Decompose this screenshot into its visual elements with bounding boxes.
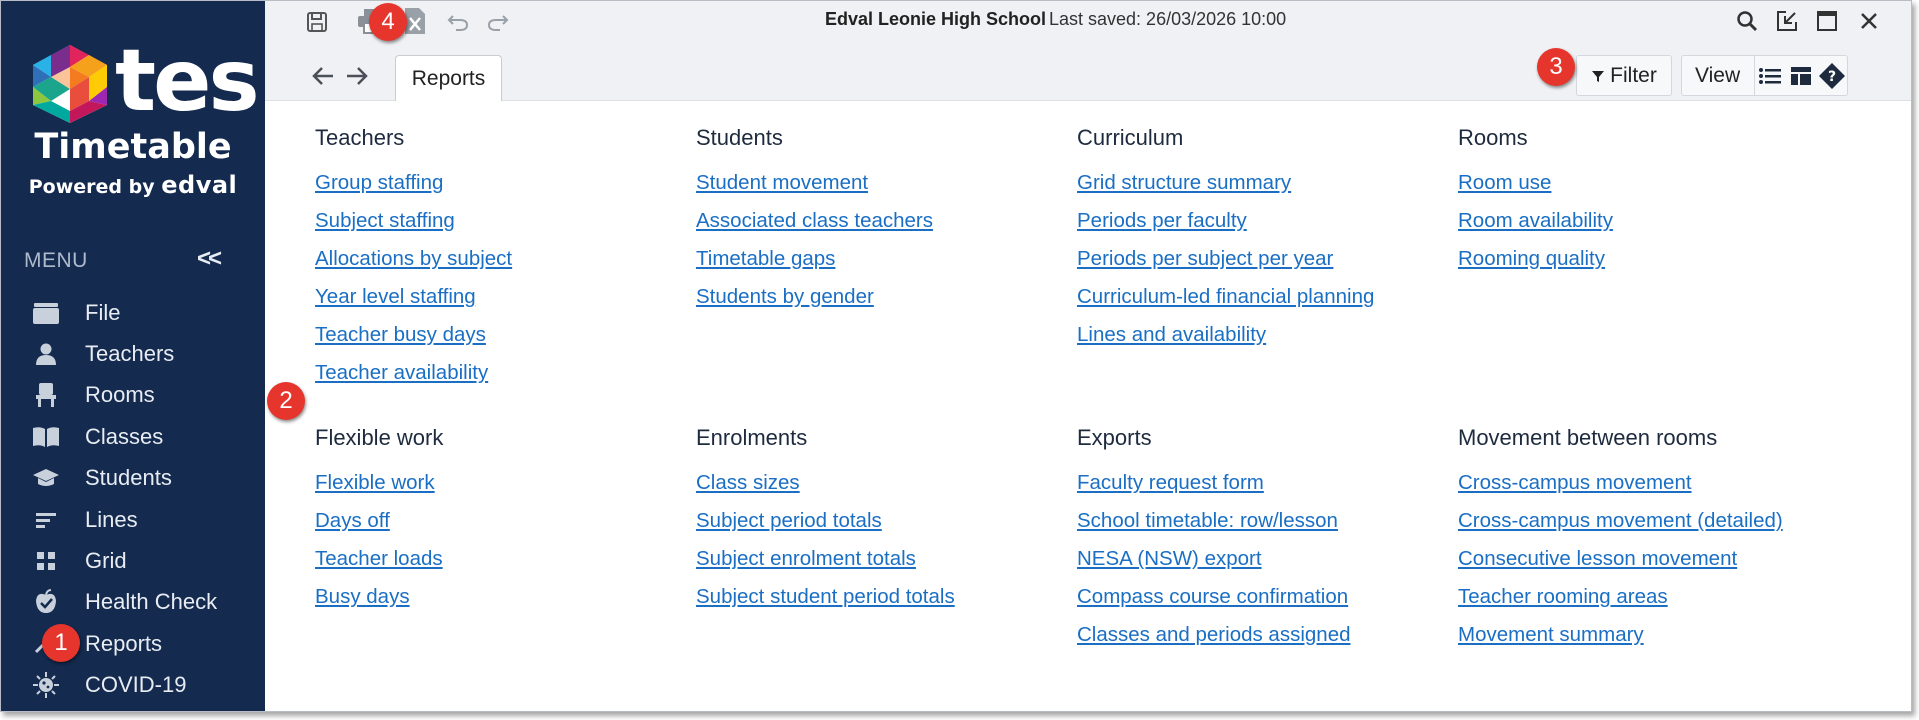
- person-icon: [31, 340, 61, 368]
- sidebar-item-lines[interactable]: [1, 499, 265, 540]
- report-link[interactable]: Subject period totals: [696, 509, 882, 532]
- filter-label: Filter: [1610, 63, 1657, 87]
- powered-by: [1, 171, 265, 199]
- list-view-icon[interactable]: [1755, 56, 1786, 95]
- callout-1: 1: [42, 624, 80, 662]
- filter-button[interactable]: [1576, 55, 1672, 96]
- section-title: Movement between rooms: [1458, 425, 1718, 450]
- forward-arrow-icon[interactable]: [345, 63, 369, 94]
- sidebar-item-label: Lines: [85, 506, 138, 532]
- lines-icon: [31, 506, 61, 534]
- report-link[interactable]: Subject enrolment totals: [696, 547, 916, 570]
- report-link[interactable]: Year level staffing: [315, 285, 476, 308]
- section-title: Flexible work: [315, 425, 444, 450]
- callout-4: 4: [369, 3, 407, 41]
- report-link[interactable]: Subject staffing: [315, 209, 455, 232]
- section-students: [696, 125, 1076, 316]
- book-icon: [31, 423, 61, 451]
- import-icon[interactable]: [1773, 7, 1801, 35]
- sidebar-item-label: Health Check: [85, 589, 218, 615]
- report-link[interactable]: Compass course confirmation: [1077, 585, 1349, 608]
- sidebar-item-label: Rooms: [85, 382, 155, 408]
- report-link[interactable]: Students by gender: [696, 285, 874, 308]
- virus-icon: [31, 671, 61, 699]
- sidebar-menu: [1, 292, 265, 706]
- report-link[interactable]: School timetable: row/lesson: [1077, 509, 1338, 532]
- report-link[interactable]: Student movement: [696, 171, 869, 194]
- callout-2: 2: [267, 382, 305, 420]
- tes-cube-logo-icon: [29, 43, 111, 125]
- report-link[interactable]: Busy days: [315, 585, 410, 608]
- report-link[interactable]: Movement summary: [1458, 623, 1644, 646]
- top-toolbar: [265, 1, 1911, 101]
- sidebar-item-grid[interactable]: [1, 540, 265, 581]
- report-link[interactable]: Flexible work: [315, 471, 435, 494]
- sidebar-item-health-check[interactable]: [1, 582, 265, 623]
- graduation-cap-icon: [31, 464, 61, 492]
- tes-logo: [29, 31, 257, 131]
- report-link[interactable]: Room availability: [1458, 209, 1613, 232]
- report-link[interactable]: Group staffing: [315, 171, 444, 194]
- sidebar-item-label: Reports: [85, 630, 163, 656]
- section-enrolments: [696, 425, 1076, 616]
- sidebar-item-covid[interactable]: [1, 665, 265, 706]
- sidebar: [1, 1, 265, 712]
- collapse-sidebar-button[interactable]: <<: [197, 245, 220, 272]
- layout-view-icon[interactable]: [1786, 56, 1817, 95]
- reports-content: [265, 101, 1911, 711]
- report-link[interactable]: Class sizes: [696, 471, 800, 494]
- sidebar-item-label: COVID-19: [85, 672, 187, 698]
- sidebar-item-classes[interactable]: [1, 416, 265, 457]
- sidebar-item-teachers[interactable]: [1, 333, 265, 374]
- sidebar-item-label: Grid: [85, 548, 127, 574]
- close-icon[interactable]: [1855, 7, 1883, 35]
- report-link[interactable]: Teacher loads: [315, 547, 443, 570]
- section-title: Exports: [1077, 425, 1152, 450]
- report-link[interactable]: Grid structure summary: [1077, 171, 1292, 194]
- section-title: Teachers: [315, 125, 405, 150]
- report-link[interactable]: Consecutive lesson movement: [1458, 547, 1738, 570]
- section-movement-between-rooms: [1458, 425, 1838, 654]
- undo-icon[interactable]: [445, 9, 471, 35]
- report-link[interactable]: Teacher busy days: [315, 323, 486, 346]
- section-rooms: [1458, 125, 1838, 278]
- sidebar-item-label: Classes: [85, 423, 164, 449]
- report-link[interactable]: Lines and availability: [1077, 323, 1267, 346]
- section-title: Enrolments: [696, 425, 808, 450]
- sidebar-item-students[interactable]: [1, 458, 265, 499]
- section-title: Rooms: [1458, 125, 1528, 150]
- report-link[interactable]: Rooming quality: [1458, 247, 1605, 270]
- search-icon[interactable]: [1733, 7, 1761, 35]
- grid-icon: [31, 547, 61, 575]
- sidebar-item-label: File: [85, 299, 121, 325]
- product-title: Timetable: [34, 127, 232, 167]
- menu-header: MENU: [24, 249, 88, 272]
- sidebar-item-rooms[interactable]: [1, 375, 265, 416]
- last-saved-status: Last saved: 26/03/2026 10:00: [1049, 9, 1287, 29]
- report-link[interactable]: Associated class teachers: [696, 209, 934, 232]
- report-link[interactable]: Room use: [1458, 171, 1552, 194]
- chair-icon: [31, 381, 61, 409]
- report-link[interactable]: Allocations by subject: [315, 247, 513, 270]
- powered-by-prefix: Powered by: [28, 176, 155, 198]
- section-title: Curriculum: [1077, 125, 1184, 150]
- health-apple-icon: [31, 588, 61, 616]
- report-link[interactable]: Curriculum-led financial planning: [1077, 285, 1375, 308]
- save-icon[interactable]: [303, 9, 331, 35]
- report-link[interactable]: Timetable gaps: [696, 247, 836, 270]
- tes-wordmark: tes: [115, 31, 257, 131]
- report-link[interactable]: Cross-campus movement: [1458, 471, 1692, 494]
- report-link[interactable]: Periods per faculty: [1077, 209, 1247, 232]
- report-link[interactable]: Teacher rooming areas: [1458, 585, 1668, 608]
- section-flexible-work: [315, 425, 695, 616]
- report-link[interactable]: Subject student period totals: [696, 585, 955, 608]
- sidebar-item-label: Students: [85, 465, 172, 491]
- app-title: Edval Leonie High School: [825, 9, 1047, 29]
- sidebar-item-label: Teachers: [85, 341, 175, 367]
- section-teachers: [315, 125, 695, 392]
- help-icon[interactable]: [1816, 56, 1847, 95]
- section-curriculum: [1077, 125, 1457, 354]
- section-exports: [1077, 425, 1457, 654]
- maximize-icon[interactable]: [1813, 7, 1841, 35]
- folder-icon: [31, 299, 61, 327]
- view-toolbar: [1681, 55, 1848, 96]
- report-link[interactable]: Days off: [315, 509, 390, 532]
- callout-3: 3: [1537, 48, 1575, 86]
- report-link[interactable]: Faculty request form: [1077, 471, 1264, 494]
- sidebar-item-file[interactable]: [1, 292, 265, 333]
- report-link[interactable]: Classes and periods assigned: [1077, 623, 1351, 646]
- section-title: Students: [696, 125, 783, 150]
- report-link[interactable]: NESA (NSW) export: [1077, 547, 1262, 570]
- filter-icon: [1591, 69, 1605, 83]
- sidebar-item-reports[interactable]: [1, 623, 265, 664]
- back-arrow-icon[interactable]: [311, 63, 335, 94]
- redo-icon[interactable]: [485, 9, 511, 35]
- report-link[interactable]: Teacher availability: [315, 361, 489, 384]
- view-label[interactable]: View: [1682, 56, 1755, 95]
- report-link[interactable]: Periods per subject per year: [1077, 247, 1334, 270]
- edval-brand: edval: [161, 171, 238, 199]
- report-link[interactable]: Cross-campus movement (detailed): [1458, 509, 1783, 532]
- tab-reports[interactable]: Reports: [395, 55, 502, 102]
- svg-text:?: ?: [1827, 68, 1836, 85]
